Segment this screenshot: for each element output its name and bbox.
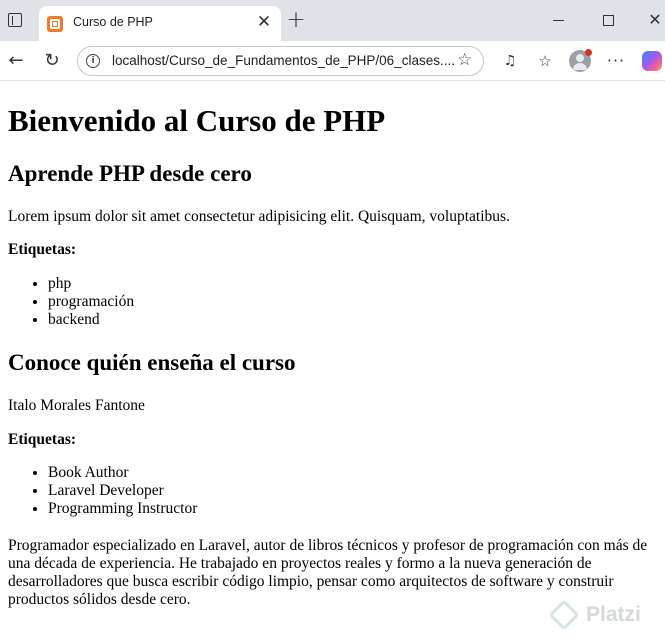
course-tags-list bbox=[8, 275, 134, 329]
course-description: Lorem ipsum dolor sit amet consectetur adipisicing elit. Quisquam, voluptatibus. bbox=[8, 208, 510, 225]
maximize-button[interactable] bbox=[596, 9, 620, 31]
read-aloud-icon[interactable]: ♫ bbox=[503, 53, 517, 69]
more-icon[interactable]: ··· bbox=[606, 51, 626, 70]
list-item: • Book Author bbox=[48, 464, 197, 482]
window-menu-icon[interactable] bbox=[8, 13, 22, 27]
list-item: • Programming Instructor bbox=[48, 500, 197, 518]
list-item: • backend bbox=[48, 311, 134, 329]
platzi-watermark bbox=[553, 600, 663, 636]
course-tags-label: Etiquetas: bbox=[8, 241, 77, 258]
close-window-button[interactable]: ✕ bbox=[648, 10, 662, 29]
tab-active[interactable] bbox=[39, 6, 281, 41]
platzi-logo-icon bbox=[548, 599, 579, 630]
page-title: Bienvenido al Curso de PHP bbox=[8, 103, 386, 138]
watermark-text: Platzi bbox=[586, 603, 641, 626]
page-content bbox=[8, 82, 658, 608]
info-icon[interactable]: i bbox=[86, 54, 100, 68]
tab-strip bbox=[0, 0, 665, 41]
tab-close-icon[interactable]: ✕ bbox=[256, 12, 272, 31]
teacher-heading: Conoce quién enseña el curso bbox=[8, 350, 296, 375]
xampp-favicon bbox=[47, 16, 63, 32]
teacher-tags-label: Etiquetas: bbox=[8, 431, 77, 448]
list-item: • programación bbox=[48, 293, 134, 311]
star-icon[interactable]: ☆ bbox=[457, 50, 473, 70]
favorites-icon[interactable]: ☆ bbox=[538, 52, 552, 70]
back-arrow-icon[interactable]: ← bbox=[8, 50, 24, 71]
minimize-button[interactable] bbox=[547, 9, 571, 31]
address-bar[interactable] bbox=[77, 46, 484, 76]
copilot-icon[interactable] bbox=[642, 51, 662, 71]
teacher-bio: Programador especializado en Laravel, autor de libros técnicos y profesor de programación con más de una década de experiencia. He trabajado en proyectos reales y formo a la nueva generación de desarrolladores que busca escribir código limpio, pensar como arquitectos de software y construir productos sólidos desde cero. bbox=[8, 537, 648, 608]
notification-dot bbox=[585, 49, 592, 56]
list-item: • Laravel Developer bbox=[48, 482, 197, 500]
teacher-tags-list bbox=[8, 464, 197, 518]
url-text[interactable]: localhost/Curso_de_Fundamentos_de_PHP/06_clases.... bbox=[112, 53, 455, 68]
teacher-name: Italo Morales Fantone bbox=[8, 397, 145, 414]
browser-toolbar bbox=[0, 41, 665, 81]
reload-icon[interactable]: ↻ bbox=[44, 50, 60, 71]
course-heading: Aprende PHP desde cero bbox=[8, 161, 252, 186]
tab-title: Curso de PHP bbox=[73, 15, 153, 29]
new-tab-button[interactable]: + bbox=[286, 7, 306, 33]
list-item: • php bbox=[48, 275, 134, 293]
